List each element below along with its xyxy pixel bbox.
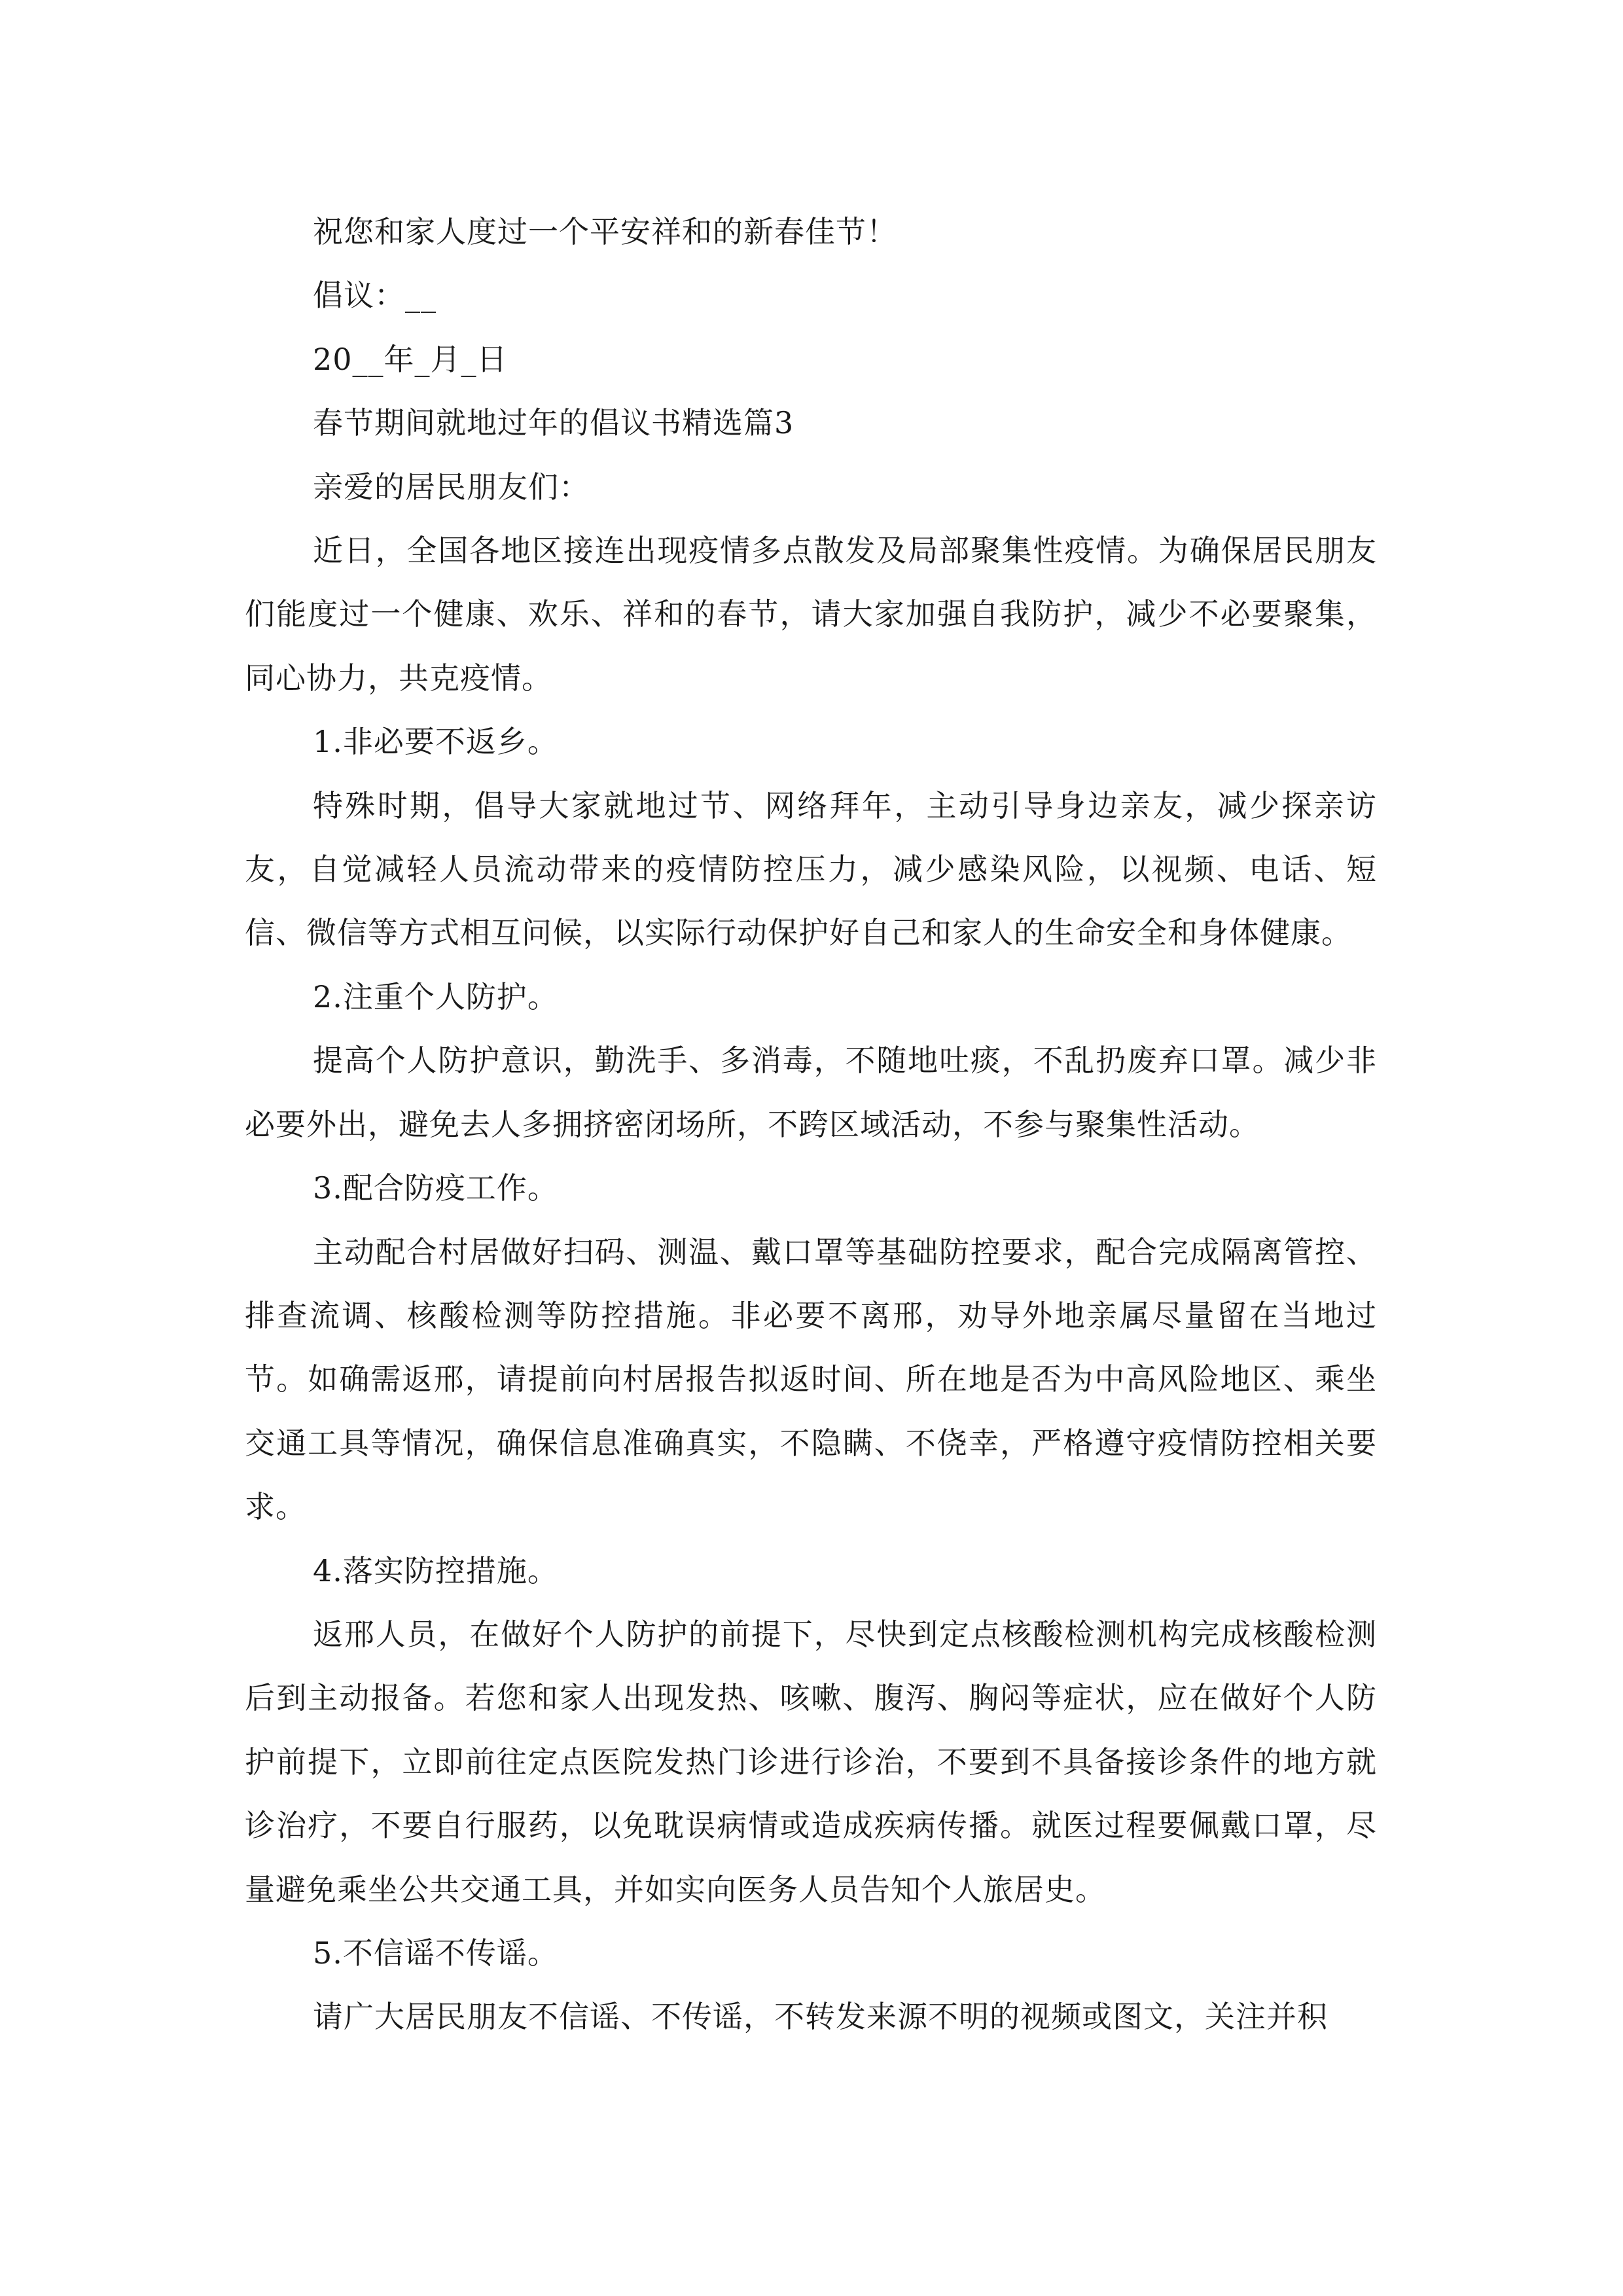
item-heading-5: 5.不信谣不传谣。 (313, 1935, 558, 1971)
closing-wish: 祝您和家人度过一个平安祥和的新春佳节！ (313, 214, 897, 249)
intro-paragraph: 近日，全国各地区接连出现疫情多点散发及局部聚集性疫情。为确保居民朋友们能度过一个健康、欢乐、祥和的春节，请大家加强自我防护，减少不必要聚集，同心协力，共克疫情。 (245, 533, 1377, 696)
item-paragraph-5: 请广大居民朋友不信谣、不传谣，不转发来源不明的视频或图文，关注并积 (313, 1999, 1328, 2035)
salutation: 亲爱的居民朋友们： (313, 469, 590, 505)
section-title: 春节期间就地过年的倡议书精选篇3 (313, 405, 794, 441)
item-heading-1: 1.非必要不返乡。 (313, 724, 558, 760)
document-body (245, 200, 1377, 2049)
item-paragraph-4: 返邢人员，在做好个人防护的前提下，尽快到定点核酸检测机构完成核酸检测后到主动报备。若您和家人出现发热、咳嗽、腹泻、胸闷等症状，应在做好个人防护前提下，立即前往定点医院发热门诊进行诊治，不要到不具备接诊条件的地方就诊治疗，不要自行服药，以免耽误病情或造成疾病传播。就医过程要佩戴口罩，尽量避免乘坐公共交通工具，并如实向医务人员告知个人旅居史。 (245, 1616, 1377, 1907)
item-paragraph-2: 提高个人防护意识，勤洗手、多消毒，不随地吐痰，不乱扔废弃口罩。减少非必要外出，避免去人多拥挤密闭场所，不跨区域活动，不参与聚集性活动。 (245, 1043, 1377, 1142)
initiator-line: 倡议：__ (313, 278, 437, 314)
date-line: 20__年_月_日 (313, 341, 508, 377)
item-paragraph-3: 主动配合村居做好扫码、测温、戴口罩等基础防控要求，配合完成隔离管控、排查流调、核酸检测等防控措施。非必要不离邢，劝导外地亲属尽量留在当地过节。如确需返邢，请提前向村居报告拟返时间、所在地是否为中高风险地区、乘坐交通工具等情况，确保信息准确真实，不隐瞒、不侥幸，严格遵守疫情防控相关要求。 (245, 1234, 1377, 1525)
item-heading-2: 2.注重个人防护。 (313, 978, 558, 1014)
item-heading-4: 4.落实防控措施。 (313, 1552, 558, 1588)
item-heading-3: 3.配合防疫工作。 (313, 1170, 558, 1206)
item-paragraph-1: 特殊时期，倡导大家就地过节、网络拜年，主动引导身边亲友，减少探亲访友，自觉减轻人员流动带来的疫情防控压力，减少感染风险，以视频、电话、短信、微信等方式相互问候，以实际行动保护好自己和家人的生命安全和身体健康。 (245, 787, 1377, 951)
